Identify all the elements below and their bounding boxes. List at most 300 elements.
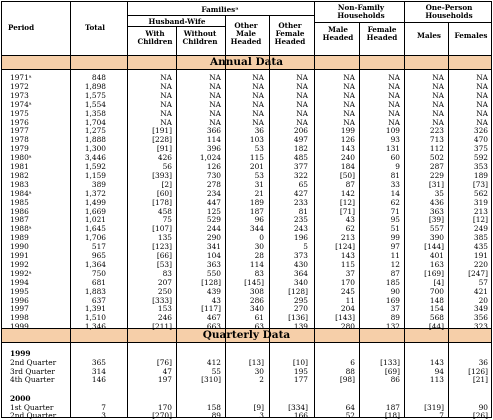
cell-male-headed: [71] [339,206,355,216]
cell-other-male: 96 [254,215,264,225]
cell-females: [26] [472,411,488,420]
cell-male-headed: [98] [339,375,355,385]
cell-males: NA [432,117,444,127]
cell-other-male: [13] [248,358,264,367]
cell-males: 390 [429,233,444,243]
cell-total: 750 [91,268,106,278]
cell-females: 356 [473,313,488,323]
cell-female-headed: 132 [385,322,400,332]
cell-males: 436 [429,197,444,207]
cell-total: 1,706 [84,233,106,243]
cell-females: 319 [473,197,488,207]
households-table [1,1,492,418]
cell-total: 1,883 [84,286,106,296]
cell-females: NA [476,90,488,100]
header-males: Males [417,31,441,40]
cell-other-male: NA [252,108,264,118]
cell-total: 1,391 [84,304,106,314]
row-label: 1979 [10,144,29,154]
cell-male-headed: 64 [345,402,355,412]
cell-males: [319] [424,402,444,412]
row-label: 1994 [10,277,29,287]
cell-without-children: 366 [206,126,221,136]
cell-with-children: [76] [156,358,172,367]
cell-without-children: 244 [206,224,221,234]
cell-males: 7 [439,411,444,420]
cell-total: 1,592 [84,162,106,171]
row-label: 1995 [10,286,29,296]
cell-other-female: 233 [293,197,308,207]
cell-with-children: [66] [156,251,172,260]
cell-males: NA [432,90,444,100]
cell-male-headed: NA [343,99,355,109]
cell-other-female: 5 [303,242,308,252]
cell-female-headed: 81 [390,170,400,180]
header-female-headed: Female Headed [366,25,398,42]
row-label: 1981 [10,162,29,171]
cell-other-male: 344 [249,224,264,234]
cell-total: 1,364 [84,259,106,269]
cell-with-children: NA [160,73,172,82]
cell-other-male: 83 [254,268,264,278]
cell-females: 385 [473,233,488,243]
cell-with-children: 83 [162,268,172,278]
cell-females: 220 [473,259,488,269]
cell-females: [126] [468,366,488,376]
cell-with-children: 56 [162,162,172,171]
row-label: 2nd Quarter [10,358,57,367]
cell-other-male: 187 [249,206,264,216]
cell-other-female: 270 [293,304,308,314]
cell-without-children: NA [209,90,221,100]
cell-other-male: 30 [254,242,264,252]
cell-male-headed: NA [343,81,355,91]
cell-males: 557 [429,224,444,234]
cell-with-children: [393] [152,170,172,180]
cell-males: [4] [433,277,444,287]
cell-male-headed: 184 [340,162,355,171]
cell-total: 1,275 [84,126,106,136]
cell-female-headed: 93 [390,135,400,145]
cell-female-headed: 97 [390,242,400,252]
cell-total: 1,888 [84,135,106,145]
cell-male-headed: 240 [340,153,355,163]
cell-without-children: 1,024 [199,153,221,163]
cell-female-headed: 95 [390,215,400,225]
cell-without-children: 396 [206,144,221,154]
cell-with-children: [178] [152,197,172,207]
cell-females: 353 [473,162,488,171]
cell-female-headed: 109 [385,126,400,136]
cell-females: 191 [473,251,488,260]
cell-females: 421 [473,286,488,296]
cell-females: NA [476,117,488,127]
cell-females: 36 [478,358,488,367]
cell-without-children: 467 [206,313,221,323]
cell-other-female: 65 [298,179,308,189]
cell-male-headed: 280 [340,322,355,332]
cell-other-male: 3 [259,411,264,420]
cell-without-children: 550 [206,268,221,278]
cell-other-male: 53 [254,170,264,180]
cell-females: 189 [473,170,488,180]
cell-males: 568 [429,313,444,323]
cell-males: NA [432,108,444,118]
cell-males: 363 [429,206,444,216]
cell-total: 1,898 [84,81,106,91]
cell-other-male: 115 [249,153,264,163]
cell-total: 1,499 [84,197,106,207]
cell-other-female: 295 [293,295,308,305]
header-without-children: Without Children [182,29,218,46]
quarter-year-label: 1999 [10,349,31,358]
cell-male-headed: 62 [345,224,355,234]
row-label: 1999 [10,322,29,332]
row-label: 1977 [10,126,29,136]
row-label: 1996 [10,295,29,305]
cell-females: 349 [473,304,488,314]
cell-males: [144] [424,242,444,252]
cell-females: 592 [473,153,488,163]
quarter-year-label: 2000 [10,393,31,403]
cell-male-headed: [12] [339,197,355,207]
cell-total: 1,021 [84,215,106,225]
cell-females: [21] [472,375,488,385]
cell-with-children: NA [160,108,172,118]
header-females: Females [454,31,488,40]
cell-female-headed: 9 [395,162,400,171]
cell-without-children: 290 [206,233,221,243]
cell-other-female: 430 [293,259,308,269]
row-label: 1985 [10,197,29,207]
cell-females: 249 [473,224,488,234]
cell-total: 1,372 [84,188,106,198]
cell-other-female: 139 [293,322,308,332]
cell-without-children: 43 [211,295,221,305]
cell-male-headed: NA [343,108,355,118]
row-label: 2nd Quarter [10,411,57,420]
cell-females: 57 [478,277,488,287]
cell-female-headed: 169 [385,295,400,305]
cell-with-children: [53] [156,259,172,269]
cell-female-headed: 89 [390,313,400,323]
cell-male-headed: 213 [340,233,355,243]
cell-males: 148 [429,295,444,305]
cell-male-headed: 142 [340,188,355,198]
cell-females: NA [476,73,488,82]
cell-other-male: 286 [249,295,264,305]
cell-males: 223 [429,126,444,136]
cell-other-male: 36 [254,126,264,136]
cell-female-headed: 37 [390,304,400,314]
row-label: 1990 [10,242,29,252]
cell-other-male: 0 [259,233,264,243]
cell-other-female: 427 [293,188,308,198]
cell-males: 700 [429,286,444,296]
cell-with-children: [91] [156,144,172,154]
cell-other-male: 340 [249,304,264,314]
cell-with-children: NA [160,81,172,91]
cell-female-headed: 99 [390,233,400,243]
cell-other-female: NA [296,81,308,91]
cell-male-headed: 143 [340,251,355,260]
cell-without-children: 529 [206,215,221,225]
cell-other-male: 201 [249,162,264,171]
cell-other-female: 243 [293,224,308,234]
cell-males: 154 [429,304,444,314]
cell-other-male: 308 [249,286,264,296]
cell-males: [31] [428,179,444,189]
cell-without-children: NA [209,99,221,109]
cell-males: 35 [434,188,444,198]
cell-other-male: 103 [249,135,264,145]
cell-other-female: 340 [293,277,308,287]
cell-other-female: 497 [293,135,308,145]
cell-other-female: [334] [288,402,308,412]
cell-without-children: 158 [206,402,221,412]
cell-other-female: 373 [293,251,308,260]
cell-with-children: [333] [152,295,172,305]
cell-female-headed: 60 [390,153,400,163]
cell-females: 20 [478,295,488,305]
row-label: 1983 [10,179,29,189]
cell-males: 713 [429,135,444,145]
cell-male-headed: 11 [345,295,355,305]
row-label: 1998 [10,313,29,323]
cell-male-headed: 88 [345,366,355,376]
cell-males: NA [432,81,444,91]
cell-males: 113 [429,375,444,385]
cell-females: 90 [478,402,488,412]
cell-with-children: 207 [157,277,172,287]
header-with-children: With Children [137,29,173,46]
cell-males: NA [432,99,444,109]
cell-females: 435 [473,242,488,252]
header-male-headed: Male Headed [322,25,354,42]
cell-male-headed: [50] [339,170,355,180]
cell-without-children: 234 [206,188,221,198]
cell-male-headed: 170 [340,277,355,287]
cell-females: NA [476,81,488,91]
row-label: 1989 [10,233,29,243]
cell-other-male: NA [252,117,264,127]
cell-without-children: 447 [206,197,221,207]
cell-female-headed: [18] [384,411,400,420]
header-non-family: Non-Family Households [337,3,385,20]
cell-other-female: 166 [293,411,308,420]
header-other-female: Other Female Headed [274,21,306,46]
cell-female-headed: 14 [390,188,400,198]
cell-without-children: 278 [206,179,221,189]
cell-other-female: 177 [293,375,308,385]
cell-without-children: 114 [206,135,221,145]
row-label: 1986 [10,206,29,216]
cell-female-headed: NA [388,90,400,100]
cell-other-male: NA [252,99,264,109]
cell-other-male: 61 [254,313,264,323]
cell-with-children: 153 [157,304,172,314]
row-label: 1991 [10,251,29,260]
cell-total: 1,159 [84,170,106,180]
cell-other-female: 195 [293,366,308,376]
cell-male-headed: 245 [340,286,355,296]
cell-with-children: NA [160,99,172,109]
cell-with-children: 458 [157,206,172,216]
row-label: 1972 [10,81,29,91]
cell-without-children: NA [209,108,221,118]
cell-without-children: 341 [206,242,221,252]
cell-female-headed: 51 [390,224,400,234]
cell-male-headed: NA [343,73,355,82]
row-label: 4th Quarter [10,375,55,385]
cell-male-headed: 115 [340,259,355,269]
cell-with-children: [211] [152,322,172,332]
cell-total: 1,575 [84,90,106,100]
cell-total: 3,446 [84,153,106,163]
cell-with-children: 47 [162,366,172,376]
cell-females: 375 [473,144,488,154]
cell-other-female: 196 [293,233,308,243]
header-families: Familiesᵃ [201,5,239,14]
cell-male-headed: 37 [345,268,355,278]
cell-female-headed: NA [388,81,400,91]
cell-male-headed: 87 [345,179,355,189]
row-label: 1987 [10,215,29,225]
cell-without-children: [310] [201,375,221,385]
row-label: 1992 [10,259,29,269]
cell-males: [169] [424,268,444,278]
cell-males: 143 [429,358,444,367]
cell-females: 326 [473,126,488,136]
cell-total: 1,346 [84,322,106,332]
cell-total: 1,554 [84,99,106,109]
cell-other-female: 206 [293,126,308,136]
cell-total: 314 [91,366,106,376]
row-label: 1997 [10,304,29,314]
cell-other-male: 63 [254,322,264,332]
cell-without-children: 125 [206,206,221,216]
cell-females: 213 [473,206,488,216]
cell-total: 389 [91,179,106,189]
cell-female-headed: 87 [390,268,400,278]
cell-total: 7 [101,402,106,412]
cell-other-female: NA [296,73,308,82]
row-label: 1975 [10,108,29,118]
cell-with-children: 135 [157,233,172,243]
row-label: 1974ᵃ [10,99,32,109]
cell-male-headed: 43 [345,215,355,225]
cell-total: 1,510 [84,313,106,323]
row-label: 1978 [10,135,29,145]
cell-without-children: 730 [206,170,221,180]
cell-without-children: NA [209,73,221,82]
cell-male-headed: 199 [340,126,355,136]
section-quarterly-data: Quarterly Data [2,328,491,343]
cell-other-male: 30 [254,366,264,376]
cell-female-headed: 11 [390,251,400,260]
cell-without-children: 439 [206,286,221,296]
cell-without-children: 126 [206,162,221,171]
cell-female-headed: NA [388,117,400,127]
cell-male-headed: NA [343,90,355,100]
cell-other-female: 235 [293,215,308,225]
cell-other-female: 81 [298,206,308,216]
cell-male-headed: 52 [345,411,355,420]
cell-female-headed: 187 [385,402,400,412]
cell-with-children: 197 [157,375,172,385]
cell-with-children: [191] [152,126,172,136]
cell-female-headed: 62 [390,197,400,207]
cell-male-headed: [124] [335,242,355,252]
cell-other-female: NA [296,117,308,127]
cell-total: 1,300 [84,144,106,154]
cell-males: 401 [429,251,444,260]
cell-total: 965 [91,251,106,260]
cell-other-male: NA [252,73,264,82]
cell-with-children: [60] [156,188,172,198]
cell-total: 1,645 [84,224,106,234]
row-label: 1982 [10,170,29,180]
cell-female-headed: NA [388,73,400,82]
cell-females: NA [476,108,488,118]
cell-males: 112 [429,144,444,154]
row-label: 1976 [10,117,29,127]
cell-other-female: [128] [288,286,308,296]
cell-female-headed: NA [388,99,400,109]
cell-with-children: [270] [152,411,172,420]
row-label: 1971ᵃ [10,73,32,82]
cell-total: 146 [91,375,106,385]
cell-other-female: 364 [293,268,308,278]
cell-other-male: 53 [254,144,264,154]
cell-without-children: NA [209,117,221,127]
cell-other-male: [145] [244,277,264,287]
header-one-person: One-Person Households [425,3,473,20]
cell-male-headed: 204 [340,304,355,314]
cell-male-headed: 6 [350,358,355,367]
cell-total: 1,704 [84,117,106,127]
header-period: Period [8,23,35,32]
cell-male-headed: 143 [340,144,355,154]
cell-female-headed: 185 [385,277,400,287]
cell-total: 637 [91,295,106,305]
cell-other-female: 322 [293,170,308,180]
cell-other-male: NA [252,90,264,100]
cell-with-children: [228] [152,135,172,145]
row-label: 1973 [10,90,29,100]
cell-total: 681 [91,277,106,287]
cell-females: [73] [472,179,488,189]
cell-total: 1,358 [84,108,106,118]
cell-other-male: 2 [259,375,264,385]
cell-female-headed: [133] [380,358,400,367]
cell-without-children: 663 [206,322,221,332]
header-total: Total [84,23,106,32]
cell-females: [247] [468,268,488,278]
cell-female-headed: 131 [385,144,400,154]
cell-females: [12] [472,215,488,225]
cell-with-children: 75 [162,215,172,225]
cell-other-female: [136] [288,313,308,323]
cell-with-children: 250 [157,286,172,296]
cell-males: 229 [429,170,444,180]
cell-males: 94 [434,366,444,376]
cell-male-headed: NA [343,117,355,127]
header-other-male: Other Male Headed [230,21,262,46]
row-label: 1988ᵃ [10,224,32,234]
cell-without-children: [128] [201,277,221,287]
row-label: 3rd Quarter [10,366,55,376]
